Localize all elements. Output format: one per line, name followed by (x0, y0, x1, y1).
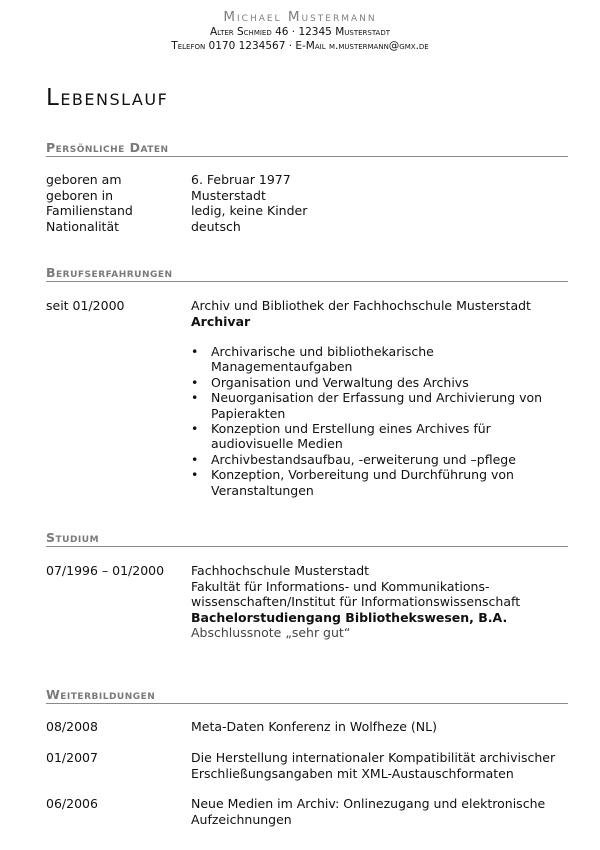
training-title: Meta-Daten Konferenz in Wolfheze (NL) (191, 719, 437, 734)
personal-label: geboren in (46, 187, 114, 203)
training-title-line2: Aufzeichnungen (191, 811, 292, 827)
contact-header (0, 9, 600, 53)
applicant-contact: Telefon 0170 1234567 · E-Mail m.mustermann@gmx.de (171, 40, 429, 52)
section-heading-experience: Berufserfahrungen (46, 265, 568, 282)
study-school: Fachhochschule Musterstadt (191, 563, 370, 578)
list-item: • Konzeption und Erstellung eines Archives für audiovisuelle Medien (191, 421, 561, 452)
training-title-line2: Erschließungsangaben mit XML-Austauschformaten (191, 765, 514, 781)
study-degree: Bachelorstudiengang Bibliothekswesen, B.A. (191, 609, 508, 625)
personal-label: geboren am (46, 172, 122, 187)
study-faculty-line1: Fakultät für Informations- und Kommunikations- (191, 578, 490, 594)
experience-period: seit 01/2000 (46, 298, 125, 313)
training-date: 08/2008 (46, 719, 98, 734)
document-title: Lebenslauf (46, 85, 169, 111)
personal-value: deutsch (191, 218, 241, 234)
study-faculty-line2: wissenschaften/Institut für Informationswissenschaft (191, 594, 521, 609)
training-title: Die Herstellung internationaler Kompatibilität archivischer (191, 750, 556, 765)
experience-employer: Archiv und Bibliothek der Fachhochschule Musterstadt (191, 298, 531, 313)
experience-role: Archivar (191, 313, 251, 329)
section-heading-study: Studium (46, 530, 568, 547)
section-heading-personal: Persönliche Daten (46, 140, 568, 157)
personal-value: 6. Februar 1977 (191, 172, 291, 187)
section-heading-training: Weiterbildungen (46, 687, 568, 704)
personal-value: Musterstadt (191, 187, 266, 203)
personal-label: Nationalität (46, 218, 120, 234)
applicant-address: Alter Schmied 46 · 12345 Musterstadt (209, 26, 391, 38)
personal-value: ledig, keine Kinder (191, 203, 308, 218)
applicant-name: Michael Mustermann (223, 9, 377, 25)
training-date: 01/2007 (46, 750, 98, 765)
study-grade: Abschlussnote „sehr gut“ (191, 625, 351, 640)
list-item: • Konzeption, Vorbereitung und Durchführung von Veranstaltungen (191, 467, 561, 498)
task-list (191, 344, 561, 498)
training-title: Neue Medien im Archiv: Onlinezugang und elektronische (191, 796, 546, 811)
list-item: • Archivbestandsaufbau, -erweiterung und –pflege (191, 452, 561, 467)
personal-label: Familienstand (46, 203, 133, 218)
list-item: • Neuorganisation der Erfassung und Archivierung von Papierakten (191, 390, 561, 421)
study-period: 07/1996 – 01/2000 (46, 563, 165, 578)
list-item: • Archivarische und bibliothekarische Managementaufgaben (191, 344, 561, 375)
training-date: 06/2006 (46, 796, 98, 811)
list-item: • Organisation und Verwaltung des Archivs (191, 375, 561, 390)
